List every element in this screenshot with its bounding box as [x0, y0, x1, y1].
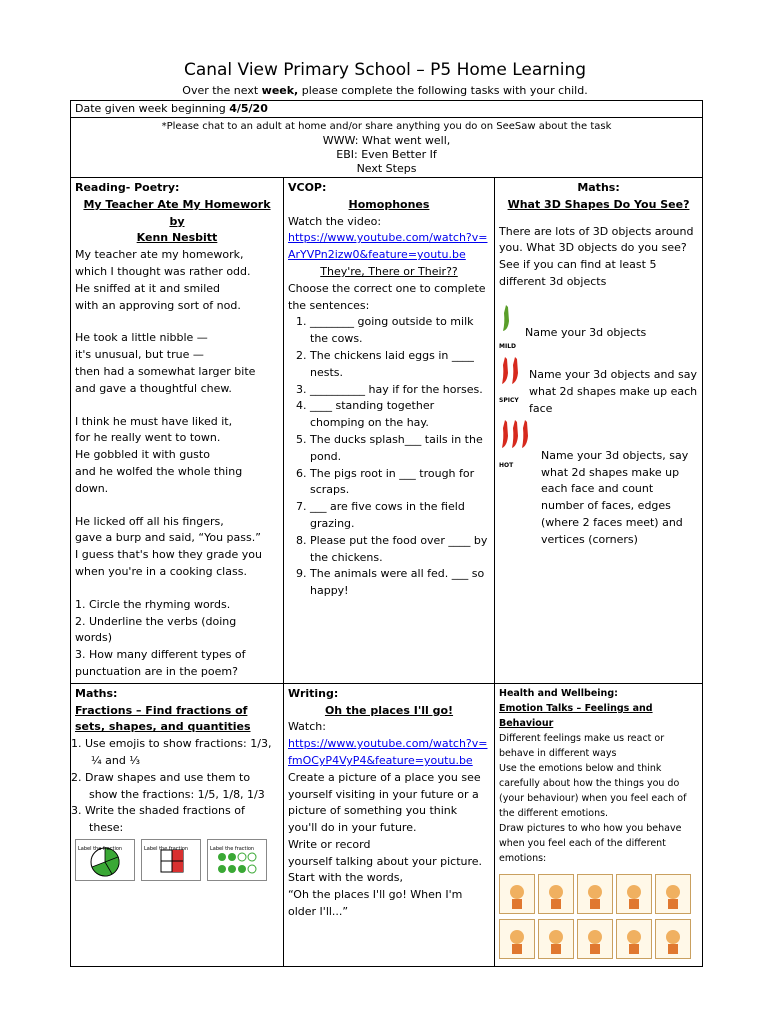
hot-chili-icon	[499, 418, 537, 475]
poem-line: gave a burp and said, “You pass.”	[75, 531, 261, 545]
health-body	[499, 731, 698, 866]
list-item: 1. ________ going outside to milk the cows.	[310, 314, 490, 348]
fraction-square-box	[141, 839, 201, 881]
health-line: Use the emotions below and think	[499, 762, 662, 774]
reading-cell	[71, 178, 284, 684]
link-line[interactable]: fmOCyP4VyP4&feature=youtu.be	[288, 753, 473, 767]
vcop-cell	[284, 178, 495, 684]
health-line: Different feelings make us react or	[499, 732, 665, 744]
spicy-task: Name your 3d objects and say what 2d shapes make up each face	[529, 368, 698, 415]
link-line[interactable]: https://www.youtube.com/watch?v=	[288, 737, 488, 751]
maths-shapes-intro: There are lots of 3D objects around you. What 3D objects do you see? See if you can find at least 5 different 3d objects	[499, 224, 694, 288]
emotion-picture-icon	[616, 874, 652, 914]
vcop-instruction: Choose the correct one to complete the sentences:	[288, 281, 486, 312]
writing-heading: Writing:	[288, 686, 339, 700]
fraction-examples	[75, 839, 279, 881]
box-label: Label the fraction	[144, 845, 189, 852]
link-line[interactable]: ArYVPn2izw0&feature=youtu.be	[288, 248, 466, 262]
stanza-4	[75, 514, 279, 581]
fraction-task: 2. Draw shapes and use them to	[71, 770, 251, 784]
reading-task: 3. How many different types of	[75, 648, 246, 662]
maths-shapes-title: What 3D Shapes Do You See?	[507, 197, 690, 211]
health-heading: Health and Wellbeing:	[499, 687, 618, 699]
page-title: Canal View Primary School – P5 Home Learning	[183, 60, 587, 80]
link-line[interactable]: https://www.youtube.com/watch?v=	[288, 231, 488, 245]
fraction-dots-box	[207, 839, 267, 881]
reading-heading: Reading- Poetry:	[75, 181, 180, 194]
poem-line: My teacher ate my homework,	[75, 248, 244, 262]
vcop-video-link[interactable]	[288, 230, 490, 264]
stanza-2	[75, 330, 279, 397]
fractions-title: Fractions – Find fractions of sets, shapes, and quantities	[75, 703, 251, 734]
health-title: Emotion Talks – Feelings and Behaviour	[499, 702, 653, 729]
poem-line: which I thought was rather odd.	[75, 264, 251, 278]
writing-line: yourself talking about your picture.	[288, 854, 483, 868]
poem-line: when you're in a cooking class.	[75, 564, 247, 578]
mild-label: MILD	[499, 342, 517, 350]
emotion-picture-grid	[499, 874, 698, 959]
date-value: 4/5/20	[229, 102, 268, 115]
poem-title: My Teacher Ate My Homework by	[83, 197, 271, 228]
poem-line: for he really went to town.	[75, 431, 221, 445]
writing-line: picture of something you think	[288, 804, 458, 818]
health-line: (your behaviour) when you feel each of	[499, 792, 687, 804]
fraction-circle-box	[75, 839, 135, 881]
writing-line: you'll do in your future.	[288, 821, 417, 835]
vcop-title: Homophones	[348, 197, 430, 211]
list-item: 6. The pigs root in ___ trough for scraps.	[310, 466, 490, 500]
instruction-row	[71, 118, 703, 178]
vcop-watch-label: Watch the video:	[288, 214, 382, 228]
health-cell	[495, 683, 703, 966]
fraction-task: 1. Use emojis to show fractions: 1/3,	[71, 737, 272, 751]
poem-line: down.	[75, 481, 109, 495]
stanza-3	[75, 414, 279, 498]
spicy-level	[499, 355, 698, 417]
hot-label: HOT	[499, 461, 514, 469]
writing-line: older I'll...”	[288, 905, 349, 919]
fractions-tasks	[71, 736, 279, 837]
writing-line: yourself visiting in your future or a	[288, 787, 479, 801]
writing-body	[288, 770, 490, 921]
vcop-subtitle: They're, There or Their??	[320, 264, 458, 278]
mild-task: Name your 3d objects	[525, 325, 647, 339]
poem-line: I guess that's how they grade you	[75, 548, 262, 562]
reading-tasks	[75, 597, 279, 681]
fraction-task: show the fractions: 1/5, 1/8, 1/3	[89, 787, 265, 801]
list-item: 2. The chickens laid eggs in ____ nests.	[310, 348, 490, 382]
hot-task: Name your 3d objects, say what 2d shapes make up each face and count number of faces, edges (where 2 faces meet) and vertices (corners)	[541, 448, 689, 546]
writing-line: Write or record	[288, 837, 371, 851]
list-item: 9. The animals were all fed. ___ so happy!	[310, 566, 490, 600]
list-item: 8. Please put the food over ____ by the chickens.	[310, 533, 490, 567]
reading-task: words)	[75, 631, 113, 645]
poem-line: He gobbled it with gusto	[75, 448, 210, 462]
health-line: the different emotions.	[499, 807, 609, 819]
box-label: Label the fraction	[78, 845, 123, 852]
list-item: 3. __________ hay if for the horses.	[310, 382, 490, 399]
stanza-1	[75, 247, 279, 314]
next-steps-label: Next Steps	[356, 162, 417, 175]
writing-line: “Oh the places I'll go! When I'm	[288, 888, 463, 902]
fraction-task: these:	[89, 821, 124, 835]
fraction-task: ¼ and ⅓	[91, 753, 141, 767]
box-label: Label the fraction	[210, 845, 255, 852]
poem-line: He licked off all his fingers,	[75, 514, 224, 528]
writing-title: Oh the places I'll go!	[324, 703, 454, 717]
poem-line: He took a little nibble —	[75, 331, 208, 345]
health-line: emotions:	[499, 852, 547, 864]
chat-instruction: *Please chat to an adult at home and/or share anything you do on SeeSaw about the task	[161, 121, 612, 132]
poem-line: it's unusual, but true —	[75, 348, 204, 362]
maths-shapes-cell	[495, 178, 703, 684]
writing-watch-label: Watch:	[288, 720, 326, 734]
poem-line: and he wolfed the whole thing	[75, 464, 243, 478]
spicy-label: SPICY	[499, 397, 519, 405]
poem-line: He sniffed at it and smiled	[75, 281, 221, 295]
health-line: when you feel each of the different	[499, 837, 666, 849]
emotion-picture-icon	[538, 874, 574, 914]
mild-chili-icon	[499, 303, 521, 356]
health-line: Draw pictures to who how you behave	[499, 822, 682, 834]
fractions-heading: Maths:	[75, 686, 118, 700]
list-item: 4. ____ standing together chomping on the hay.	[310, 398, 490, 432]
hot-level	[499, 418, 698, 549]
subtitle-text: Over the next	[182, 84, 262, 97]
emotion-picture-icon	[538, 919, 574, 959]
poem-line: with an approving sort of nod.	[75, 298, 241, 312]
health-line: carefully about how the things you do	[499, 777, 680, 789]
www-label: WWW: What went well,	[322, 134, 451, 147]
emotion-picture-icon	[499, 919, 535, 959]
subtitle-bold: week,	[261, 84, 299, 97]
emotion-picture-icon	[577, 874, 613, 914]
poem-line: I think he must have liked it,	[75, 414, 233, 428]
emotion-picture-icon	[499, 874, 535, 914]
emotion-picture-icon	[577, 919, 613, 959]
reading-task: 1. Circle the rhyming words.	[75, 597, 231, 611]
emotion-picture-icon	[616, 919, 652, 959]
writing-video-link[interactable]	[288, 736, 490, 770]
list-item: 5. The ducks splash___ tails in the pond.	[310, 432, 490, 466]
list-item: 7. ___ are five cows in the field grazing.	[310, 499, 490, 533]
maths-fractions-cell	[71, 683, 284, 966]
vcop-sentence-list	[288, 314, 490, 600]
maths-heading: Maths:	[577, 181, 620, 194]
ebi-label: EBI: Even Better If	[336, 148, 437, 161]
writing-line: Create a picture of a place you see	[288, 770, 481, 784]
writing-line: Start with the words,	[288, 871, 404, 885]
mild-level	[499, 303, 698, 356]
health-line: behave in different ways	[499, 747, 617, 759]
task-grid	[70, 100, 703, 967]
subtitle-text-end: please complete the following tasks with your child.	[298, 84, 588, 97]
poem-line: and gave a thoughtful chew.	[75, 381, 232, 395]
spicy-chili-icon	[499, 355, 525, 410]
page-subtitle	[0, 84, 770, 97]
reading-task: punctuation are in the poem?	[75, 664, 238, 678]
writing-cell	[284, 683, 495, 966]
vcop-heading: VCOP:	[288, 181, 327, 194]
date-row	[71, 101, 703, 118]
fraction-task: 3. Write the shaded fractions of	[71, 804, 245, 818]
emotion-picture-icon	[655, 874, 691, 914]
reading-task: 2. Underline the verbs (doing	[75, 614, 237, 628]
date-label: Date given week beginning	[75, 102, 230, 115]
poem-line: then had a somewhat larger bite	[75, 364, 256, 378]
emotion-picture-icon	[655, 919, 691, 959]
poem-author: Kenn Nesbitt	[136, 231, 218, 245]
